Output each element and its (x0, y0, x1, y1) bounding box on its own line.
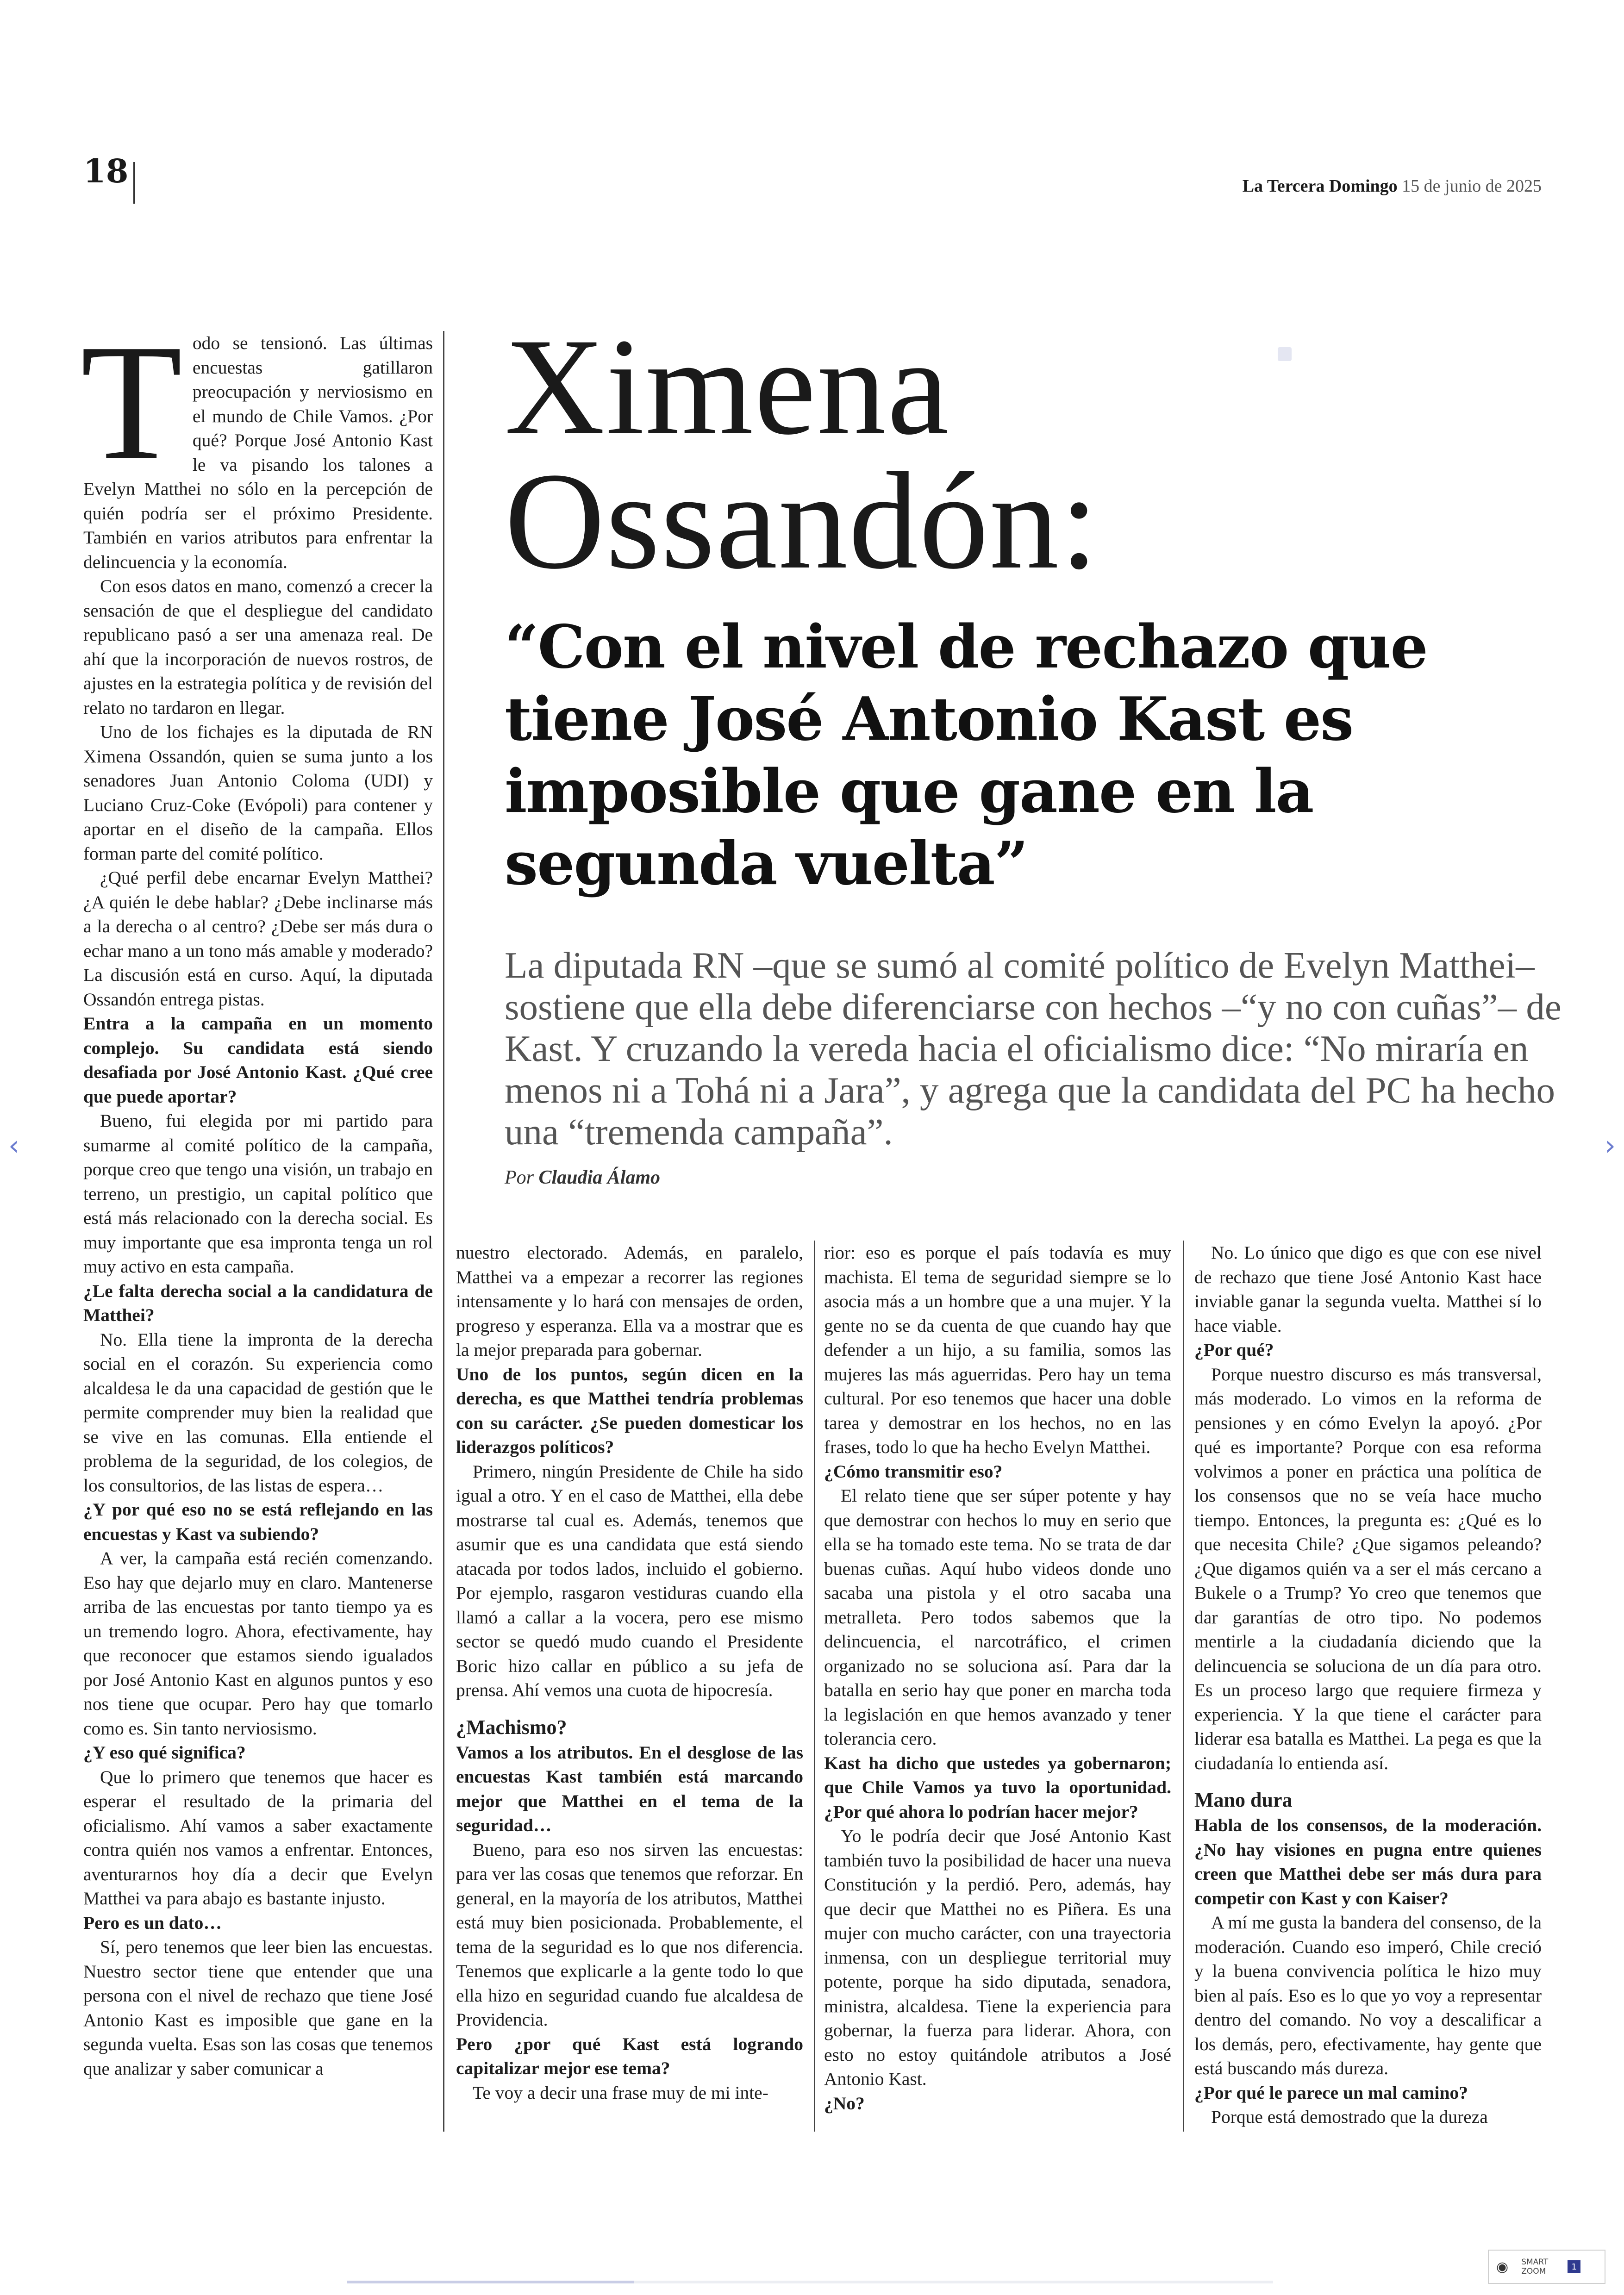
header-divider (133, 162, 135, 204)
interview-question: Vamos a los atributos. En el desglose de las encuestas Kast también está marcando mejor que Matthei en el tema de la seguridad… (456, 1742, 803, 1835)
newspaper-name: La Tercera Domingo (1242, 176, 1398, 196)
interview-answer: A ver, la campaña está recién comenzando. Eso hay que dejarlo muy en claro. Mantenerse arriba de las encuestas por tanto tiempo ya es un tremendo logro. Ahora, efectivamente, hay que reconocer que estamos siendo igualados por José Antonio Kast en algunos puntos y eso nos tiene que ocupar. Pero hay que tomarlo como es. Sin tanto nerviosismo. (83, 1548, 433, 1739)
eye-icon: ◉ (1496, 2258, 1509, 2275)
column-rule (1183, 1241, 1184, 2132)
byline (505, 1166, 660, 1189)
interview-answer: No. Ella tiene la impronta de la derecha social en el corazón. Su experiencia como alcaldesa le da una capacidad de gestión que le permite comprender muy bien la realidad que se vive en las comunas. Ella entiende el problema de la seguridad, de los colegios, de los consultorios, de las listas de espera… (83, 1329, 433, 1496)
interview-question: ¿Por qué? (1194, 1340, 1274, 1360)
interview-answer: No. Lo único que digo es que con ese nivel de rechazo que tiene José Antonio Kast hace inviable ganar la segunda vuelta. Matthei sí lo hace viable. (1194, 1242, 1542, 1336)
section-subhead: ¿Machismo? (456, 1715, 567, 1739)
interview-answer-continued: rior: eso es porque el país todavía es muy machista. El tema de seguridad siempre se lo asocia más a un hombre que a una mujer. Y la gente no se da cuenta de que cuando hay que defender a un hijo, a su familia, somos las mujeres las más aguerridas. Pero hay un tema cultural. Por eso tenemos que hacer una doble tarea y demostrar en los hechos, no en las frases, todo lo que ha hecho Evelyn Matthei. (824, 1242, 1171, 1457)
standfirst: La diputada RN –que se sumó al comité político de Evelyn Matthei– sostiene que ella debe diferenciarse con hechos –“y no con cuñas”– de Kast. Y cruzando la vereda hacia el oficialismo dice: “No miraría en menos ni a Tohá ni a Jara”, y agrega que la candidata del PC ha hecho una “tremenda campaña”. (505, 944, 1562, 1153)
interview-answer-continued: nuestro electorado. Además, en paralelo, Matthei va a empezar a recorrer las regiones intensamente y lo hará con mensajes de orden, progreso y esperanza. Ella va a mostrar que es la mejor preparada para gobernar. (456, 1242, 803, 1360)
interview-answer: Primero, ningún Presidente de Chile ha sido igual a otro. Y en el caso de Matthei, ella debe mostrarse tal cual es. Además, tenemos que asumir que es una candidata que está siendo atacada por todos lados, incluido el gobierno. Por ejemplo, rasgaron vestiduras cuando ella llamó a callar a la vocera, pero ese mismo sector se quedó mudo cuando el Presidente Boric hizo callar en público a su jefa de prensa. Ahí vemos una cuota de hipocresía. (456, 1461, 803, 1700)
smart-zoom-label (1521, 2258, 1563, 2276)
page-scrollbar[interactable] (347, 2281, 1273, 2283)
body-paragraph: Uno de los fichajes es la diputada de RN Ximena Ossandón, quien se suma junto a los senadores Juan Antonio Coloma (UDI) y Luciano Cruz-Coke (Evópoli) para contener y aportar en el diseño de la campaña. Ellos forman parte del comité político. (83, 722, 433, 864)
interview-question: Uno de los puntos, según dicen en la derecha, es que Matthei tendría problemas con su carácter. ¿Se pueden domesticar los liderazgos políticos? (456, 1364, 803, 1457)
page-scrollbar-thumb[interactable] (347, 2281, 634, 2283)
section-subhead: Mano dura (1194, 1789, 1293, 1811)
column-rule (443, 331, 444, 2132)
name-line-1: Ximena (505, 310, 950, 463)
article-column-4 (1194, 1241, 1542, 2129)
quote-headline: “Con el nivel de rechazo que tiene José Antonio Kast es imposible que gane en la segunda vuelta” (505, 612, 1427, 898)
drop-cap: T (81, 310, 182, 494)
interview-answer: Bueno, para eso nos sirven las encuestas: para ver las cosas que tenemos que reforzar. En general, en la mayoría de los atributos, Matthei está muy bien posicionada. Probablemente, el tema de la seguridad es lo que nos diferencia. Tenemos que explicarle a la gente todo lo que ella hizo en seguridad cuando fue alcaldesa de Providencia. (456, 1839, 803, 2030)
article-column-3 (824, 1241, 1171, 2115)
page-corner-marker (1278, 347, 1292, 361)
masthead (1243, 177, 1542, 195)
interview-answer: Que lo primero que tenemos que hacer es esperar el resultado de la primaria del oficialismo. Ahí vamos a saber exactamente contra quién nos vamos a enfrentar. Entonces, aventurarnos hoy día a decir que Evelyn Matthei va para abajo es bastante injusto. (83, 1766, 433, 1908)
issue-date: 15 de junio de 2025 (1402, 176, 1542, 196)
interview-question: ¿Cómo transmitir eso? (824, 1461, 1003, 1482)
interviewee-name-headline (505, 310, 1384, 598)
interview-answer: A mí me gusta la bandera del consenso, de la moderación. Cuando eso imperó, Chile creció y la buena convivencia política le hizo muy bien al país. Eso es lo que yo voy a representar dentro del comando. No voy a descalificar a los demás, pero, efectivamente, hay gente que está buscando más dureza. (1194, 1912, 1542, 2078)
interview-question: Habla de los consensos, de la moderación. ¿No hay visiones en pugna entre quienes creen que Matthei debe ser más dura para competir con Kast y con Kaiser? (1194, 1815, 1542, 1908)
smart-zoom-label-line-2: ZOOM (1521, 2267, 1546, 2276)
body-paragraph: ¿Qué perfil debe encarnar Evelyn Matthei? ¿A quién le debe hablar? ¿Debe inclinarse más a la derecha o al centro? ¿Debe ser más dura o echar mano a un tono más amable y moderado? La discusión está en curso. Aquí, la diputada Ossandón entrega pistas. (83, 867, 433, 1010)
interview-question: ¿No? (824, 2093, 865, 2114)
interview-question: ¿Y eso qué significa? (83, 1742, 246, 1763)
previous-page-icon[interactable]: ‹ (8, 1129, 19, 1162)
interview-answer: Porque está demostrado que la dureza (1211, 2107, 1488, 2127)
article-column-1 (81, 310, 433, 2081)
smart-zoom-label-line-1: SMART (1521, 2258, 1549, 2267)
interview-question: Pero es un dato… (83, 1912, 222, 1933)
interview-answer: Te voy a decir una frase muy de mi inte- (473, 2082, 768, 2103)
column-rule (814, 1241, 815, 2132)
article-column-2 (456, 1241, 803, 2105)
smart-zoom-button[interactable] (1488, 2250, 1605, 2284)
name-line-2: Ossandón: (505, 444, 1099, 598)
page-count-badge: 1 (1568, 2260, 1580, 2273)
body-paragraph: Con esos datos en mano, comenzó a crecer la sensación de que el despliegue del candidato republicano pasó a ser una amenaza real. De ahí que la incorporación de nuevos rostros, de ajustes en la estrategia política y de revisión del relato no tardaron en llegar. (83, 576, 433, 718)
page-number: 18 (83, 152, 129, 190)
interview-question: ¿Por qué le parece un mal camino? (1194, 2082, 1468, 2103)
intro-text: odo se tensionó. Las últimas encuestas gatillaron preocupación y nerviosismo en el mundo de Chile Vamos. ¿Por qué? Porque José Antonio Kast le va pisando los talones a Evelyn Matthei no sólo en la percepción de quién podría ser el próximo Presidente. También en varios atributos para enfrentar la delincuencia y la economía. (83, 333, 433, 572)
intro-paragraph (81, 310, 433, 574)
interview-question: Pero ¿por qué Kast está logrando capitalizar mejor ese tema? (456, 2033, 803, 2078)
interview-question: ¿Y por qué eso no se está reflejando en las encuestas y Kast va subiendo? (83, 1499, 433, 1544)
interview-answer: El relato tiene que ser súper potente y hay que demostrar con hechos lo muy en serio que ella se ha tomado este tema. No se trata de dar buenas cuñas. Aquí hubo videos donde uno sacaba una pistola y el otro sacaba una metralleta. Pero todos sabemos que la delincuencia, el narcotráfico, el crimen organizado no se soluciona así. Para dar la batalla en serio hay que poner en marcha toda la legislación en que hemos avanzado y tener tolerancia cero. (824, 1485, 1171, 1749)
next-page-icon[interactable]: › (1605, 1129, 1616, 1162)
interview-answer: Yo le podría decir que José Antonio Kast también tuvo la posibilidad de hacer una nueva Constitución y la perdió. Pero, además, hay que decir que Matthei no es Piñera. Es una mujer con mucho carácter, con una trayectoria inmensa, con un despliegue territorial muy potente, porque ha sido diputada, senadora, ministra, alcaldesa. Tiene la experiencia para gobernar, la fuerza para liderar. Ahora, con esto no estoy quitándole atributos a José Antonio Kast. (824, 1826, 1171, 2089)
interview-question: ¿Le falta derecha social a la candidatura de Matthei? (83, 1280, 433, 1325)
interview-answer: Bueno, fui elegida por mi partido para sumarme al comité político de la campaña, porque creo que tengo una visión, un trabajo en terreno, un prestigio, un capital político que está más relacionado con la derecha social. Es muy importante que esa impronta tenga un rol muy activo en esta campaña. (83, 1110, 433, 1277)
interview-answer: Porque nuestro discurso es más transversal, más moderado. Lo vimos en la reforma de pensiones y en cómo Evelyn la apoyó. ¿Por qué es importante? Porque con esa reforma volvimos a poner en práctica una política de los consensos que no se veía hace mucho tiempo. Entonces, la pregunta es: ¿Qué es lo que necesita Chile? ¿Que sigamos peleando? ¿Que digamos quién va a ser el más cercano a Bukele o a Trump? Yo creo que tenemos que dar garantías de otro tipo. No podemos mentirle a la ciudadanía diciendo que la delincuencia se soluciona de un día para otro. Es un proceso largo que requiere firmeza y experiencia. Y la que tiene el carácter para liderar esa batalla es Matthei. La pega es que la ciudadanía lo entienda así. (1194, 1364, 1542, 1773)
interview-answer: Sí, pero tenemos que leer bien las encuestas. Nuestro sector tiene que entender que una persona con el nivel de rechazo que tiene José Antonio Kast es imposible que gane en la segunda vuelta. Esas son las cosas que tenemos que analizar y saber comunicar a (83, 1937, 433, 2079)
interview-question: Entra a la campaña en un momento complejo. Su candidata está siendo desafiada por José Antonio Kast. ¿Qué cree que puede aportar? (83, 1013, 433, 1107)
byline-prefix: Por (505, 1167, 534, 1188)
interview-question: Kast ha dicho que ustedes ya gobernaron; que Chile Vamos ya tuvo la oportunidad. ¿Por qué ahora lo podrían hacer mejor? (824, 1752, 1171, 1822)
byline-author: Claudia Álamo (538, 1167, 661, 1188)
